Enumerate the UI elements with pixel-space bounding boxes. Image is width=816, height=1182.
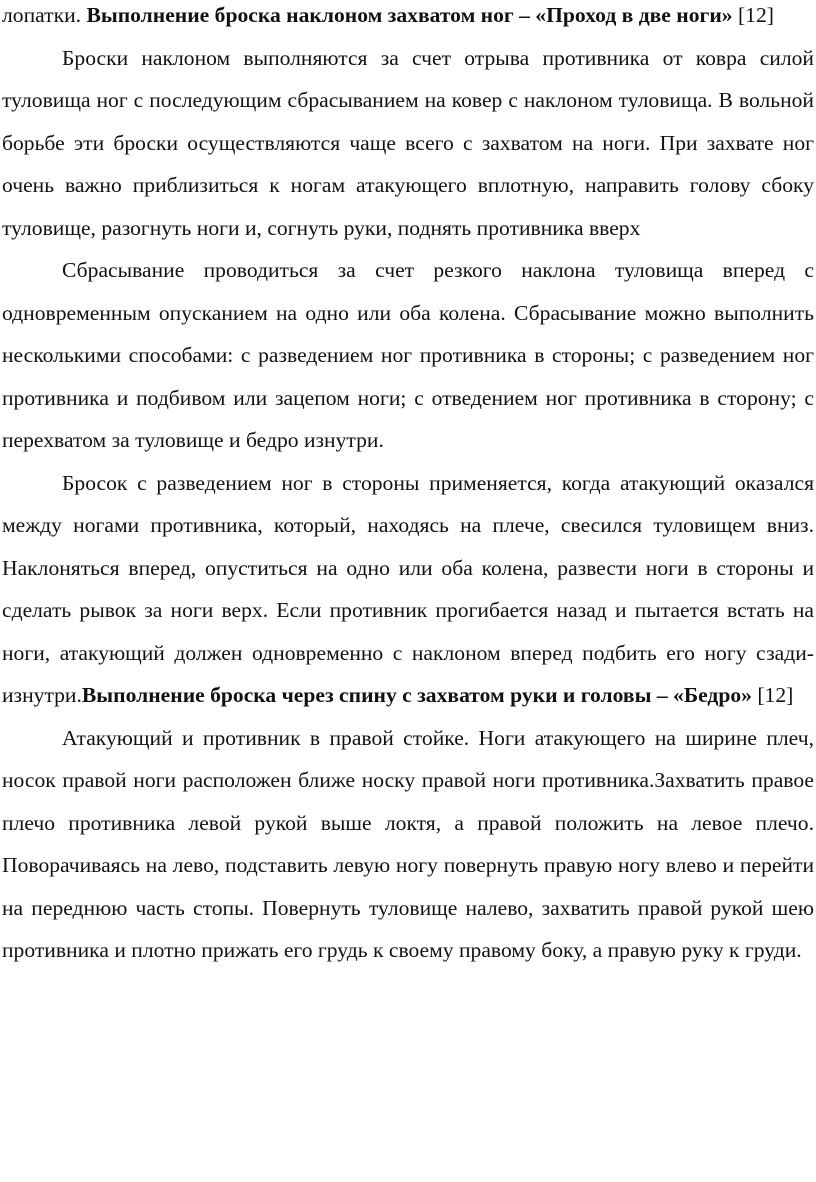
paragraph-text: Бросок с разведением ног в стороны применяется, когда атакующий оказался между ногами противника, который, находясь на плече, свесился туловищем вниз. Наклоняться вперед, опуститься на одно или оба колена, развести ноги в стороны и сделать рывок за ноги верх. Если противник прогибается назад и пытается встать на ноги, атакующий должен одновременно с наклоном вперед подбить его ногу сзади-изнутри.: [2, 470, 814, 707]
section-heading-leg-tackle: Выполнение броска наклоном захватом ног – «Проход в две ноги»: [86, 3, 733, 27]
reference-citation: [12]: [751, 683, 794, 707]
section-heading-hip-throw: Выполнение броска через спину с захватом руки и головы – «Бедро»: [81, 683, 752, 707]
paragraph-stance-description: Атакующий и противник в правой стойке. Ноги атакующего на ширине плеч, носок правой ноги расположен ближе носку правой ноги противника.Захватить правое плечо противника левой рукой выше локтя, а правой положить на левое плечо. Поворачиваясь на лево, подставить левую ногу повернуть правую ногу влево и перейти на переднюю часть стопы. Повернуть туловище налево, захватить правой рукой шею противника и плотно прижать его грудь к своему правому боку, а правую руку к груди.: [2, 725, 814, 962]
paragraph-drop-throws: Сбрасывание проводиться за счет резкого наклона туловища вперед с одновременным опусканием на одно или оба колена. Сбрасывание можно выполнить несколькими способами: с разведением ног противника в стороны; с разведением ног противника и подбивом или зацепом ноги; с отведением ног противника в сторону; с перехватом за туловище и бедро изнутри.: [2, 258, 814, 452]
paragraph-intro-heading: [2, 0, 814, 37]
reference-citation: [12]: [732, 3, 774, 27]
paragraph-leg-spread-throw: [2, 462, 814, 717]
text-fragment: лопатки.: [2, 3, 87, 27]
paragraph-tilt-throws: Броски наклоном выполняются за счет отрыва противника от ковра силой туловища ног с последующим сбрасыванием на ковер с наклоном туловища. В вольной борьбе эти броски осуществляются чаще всего с захватом на ноги. При захвате ног очень важно приблизиться к ногам атакующего вплотную, направить голову сбоку туловище, разогнуть ноги и, согнуть руки, поднять противника вверх: [2, 45, 814, 240]
